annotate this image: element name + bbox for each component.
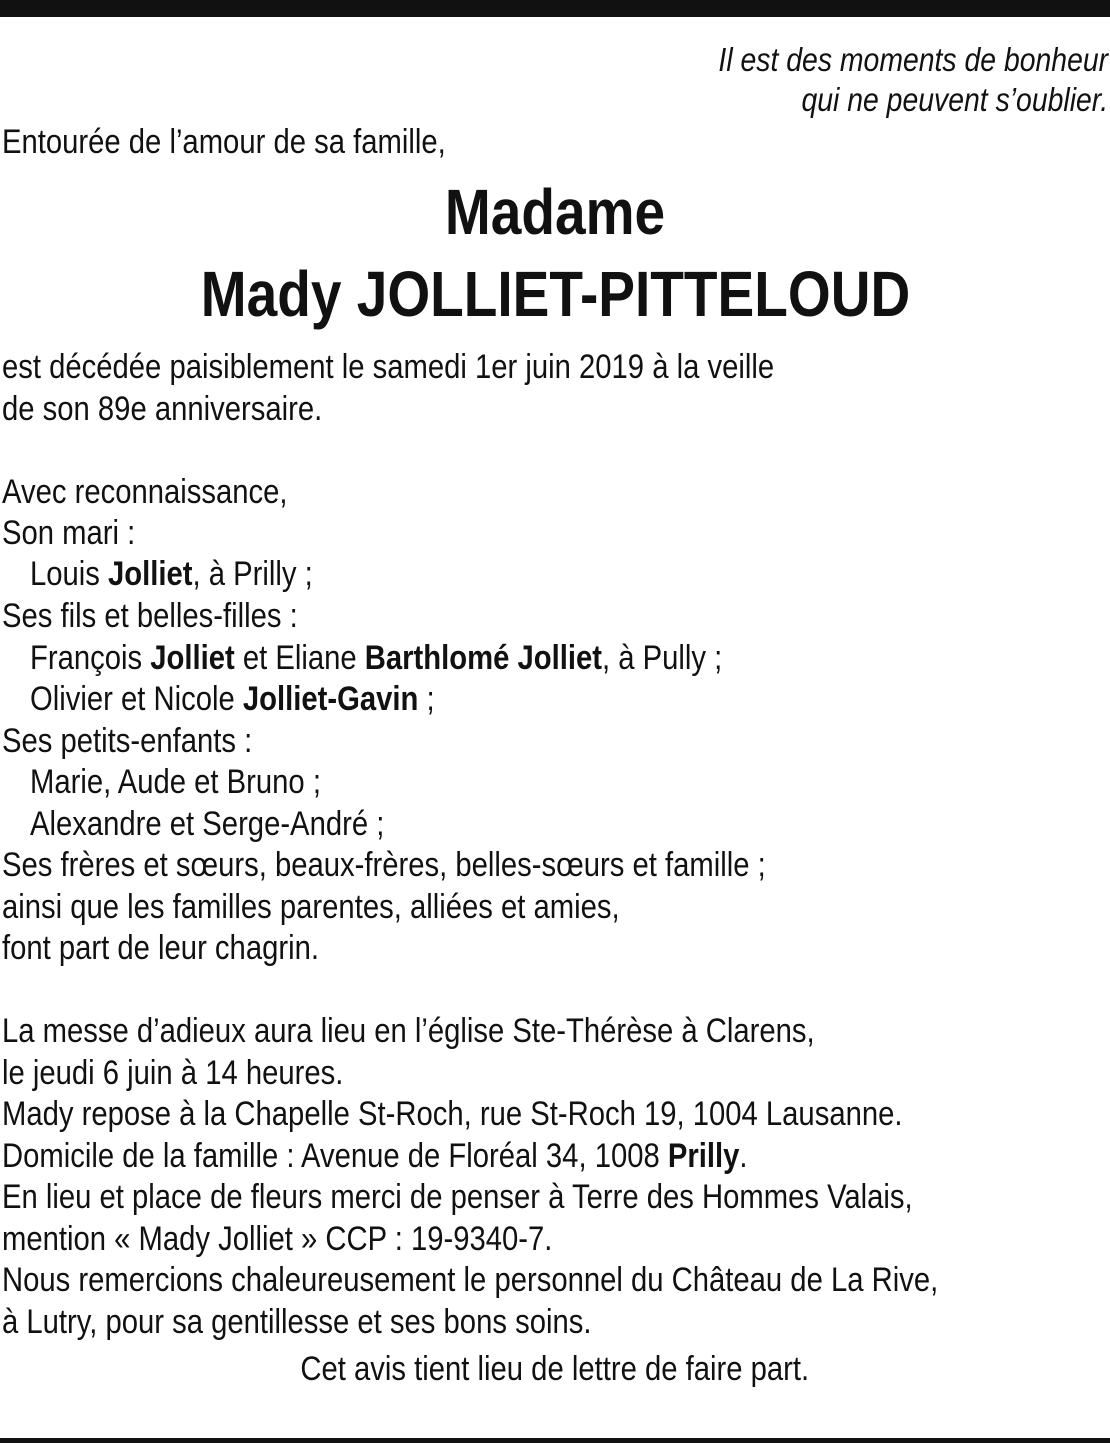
epigraph — [718, 40, 1108, 120]
flowers-line-2: mention « Mady Jolliet » CCP : 19-9340-7. — [2, 1220, 553, 1258]
relatives-line: ainsi que les familles parentes, alliées et amies, — [2, 888, 620, 926]
top-rule — [0, 0, 1110, 17]
repose-line: Mady repose à la Chapelle St-Roch, rue St-Roch 19, 1004 Lausanne. — [2, 1095, 903, 1133]
bottom-rule — [0, 1438, 1110, 1443]
closing-line: Cet avis tient lieu de lettre de faire part. — [300, 1350, 810, 1388]
grandchildren-line-1: Marie, Aude et Bruno ; — [30, 763, 321, 801]
mass-line-2: le jeudi 6 juin à 14 heures. — [2, 1054, 344, 1092]
husband-label: Son mari : — [2, 514, 136, 552]
thanks-line-2: à Lutry, pour sa gentillesse et ses bons soins. — [2, 1303, 592, 1341]
home-address-line: Domicile de la famille : Avenue de Floréal 34, 1008 Prilly. — [2, 1137, 748, 1175]
gratitude-line: Avec reconnaissance, — [2, 473, 288, 511]
epigraph-line-2: qui ne peuvent s’oublier. — [801, 81, 1108, 118]
name-title-line-2: Mady JOLLIET-PITTELOUD — [200, 258, 910, 330]
siblings-line: Ses frères et sœurs, beaux-frères, belles-sœurs et famille ; — [2, 846, 766, 884]
sons-label: Ses fils et belles-filles : — [2, 597, 298, 635]
epigraph-line-1: Il est des moments de bonheur — [718, 41, 1108, 78]
son-line-1: François Jolliet et Eliane Barthlomé Jolliet, à Pully ; — [30, 639, 723, 677]
husband-line: Louis Jolliet, à Prilly ; — [30, 555, 313, 593]
intro-text: Entourée de l’amour de sa famille, — [2, 123, 446, 161]
death-notice-line-1: est décédée paisiblement le samedi 1er juin 2019 à la veille — [2, 348, 775, 386]
death-notice-line-2: de son 89e anniversaire. — [2, 390, 323, 428]
grandchildren-label: Ses petits-enfants : — [2, 722, 253, 760]
grief-line: font part de leur chagrin. — [2, 929, 319, 967]
son-line-2: Olivier et Nicole Jolliet-Gavin ; — [30, 680, 435, 718]
thanks-line-1: Nous remercions chaleureusement le personnel du Château de La Rive, — [2, 1261, 939, 1299]
flowers-line-1: En lieu et place de fleurs merci de penser à Terre des Hommes Valais, — [2, 1178, 913, 1216]
grandchildren-line-2: Alexandre et Serge-André ; — [30, 805, 385, 843]
name-title-line-1: Madame — [444, 176, 666, 248]
mass-line-1: La messe d’adieux aura lieu en l’église Ste-Thérèse à Clarens, — [2, 1012, 815, 1050]
